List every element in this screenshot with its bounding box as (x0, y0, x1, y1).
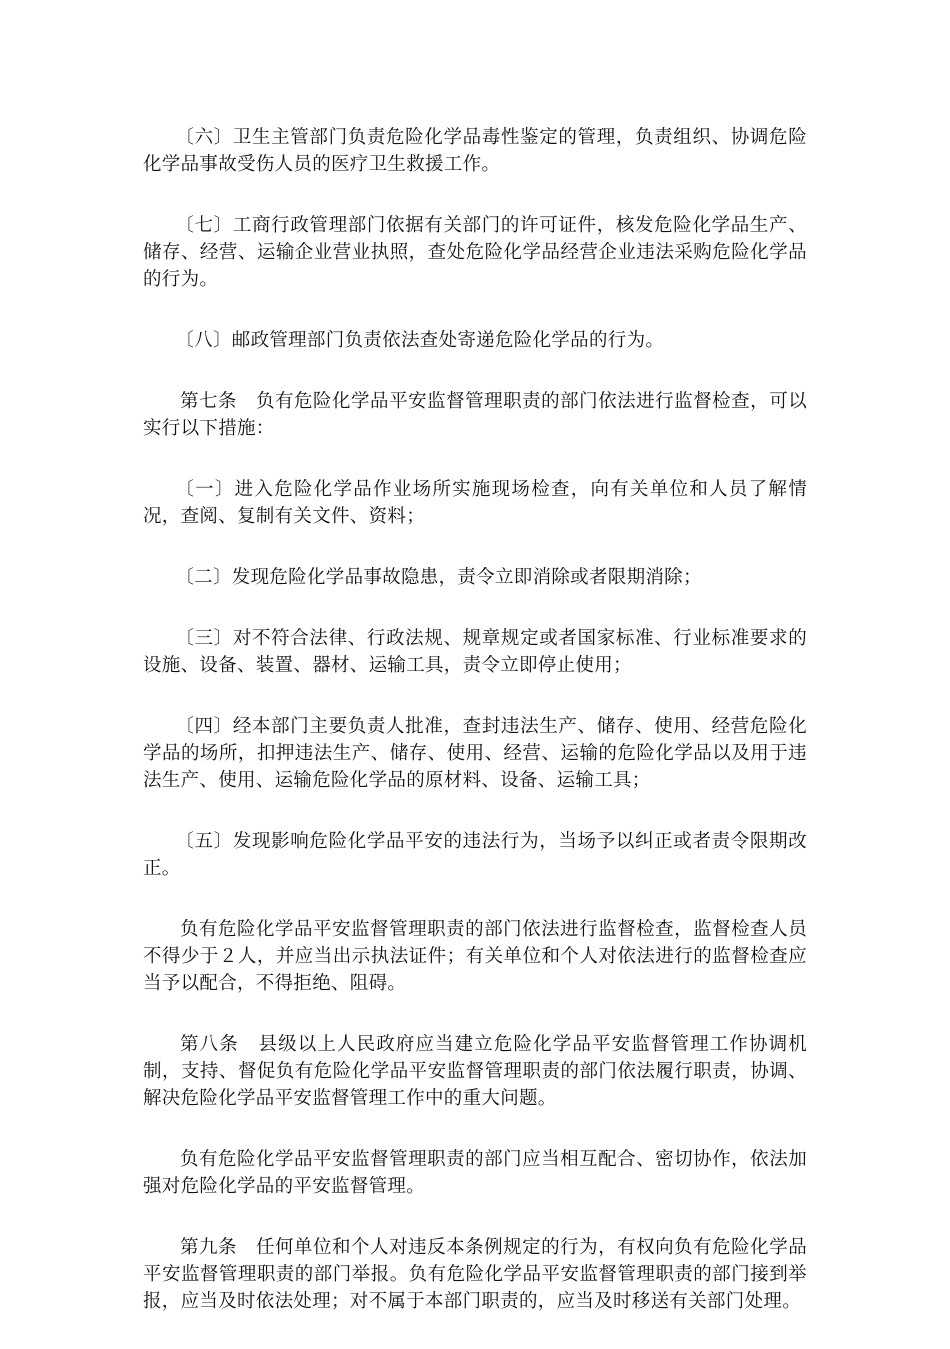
article-7-supplement: 负有危险化学品平安监督管理职责的部门依法进行监督检查，监督检查人员不得少于２人，并应当出示执法证件；有关单位和个人对依法进行的监督检查应当予以配合，不得拒绝、阻碍。 (143, 919, 807, 994)
paragraph-item-8: 〔八〕邮政管理部门负责依法查处寄递危险化学品的行为。 (175, 330, 665, 351)
article-8: 第八条 县级以上人民政府应当建立危险化学品平安监督管理工作协调机制，支持、督促负有危险化学品平安监督管理职责的部门依法履行职责，协调、解决危险化学品平安监督管理工作中的重大问题。 (143, 1034, 807, 1109)
paragraph-item-7: 〔七〕工商行政管理部门依据有关部门的许可证件，核发危险化学品生产、储存、经营、运输企业营业执照，查处危险化学品经营企业违法采购危险化学品的行为。 (143, 215, 807, 290)
article-9: 第九条 任何单位和个人对违反本条例规定的行为，有权向负有危险化学品平安监督管理职责的部门举报。负有危险化学品平安监督管理职责的部门接到举报，应当及时依法处理；对不属于本部门职责的，应当及时移送有关部门处理。 (143, 1237, 807, 1312)
paragraph-item-6: 〔六〕卫生主管部门负责危险化学品毒性鉴定的管理，负责组织、协调危险化学品事故受伤人员的医疗卫生救援工作。 (143, 127, 807, 175)
article-8-supplement: 负有危险化学品平安监督管理职责的部门应当相互配合、密切协作，依法加强对危险化学品的平安监督管理。 (143, 1149, 807, 1197)
paragraph-item-2: 〔二〕发现危险化学品事故隐患，责令立即消除或者限期消除； (175, 567, 702, 588)
article-7: 第七条 负有危险化学品平安监督管理职责的部门依法进行监督检查，可以实行以下措施： (143, 391, 807, 439)
document-body (143, 124, 807, 1349)
paragraph-item-3: 〔三〕对不符合法律、行政法规、规章规定或者国家标准、行业标准要求的设施、设备、装置、器材、运输工具，责令立即停止使用； (143, 628, 807, 676)
paragraph-item-1: 〔一〕进入危险化学品作业场所实施现场检查，向有关单位和人员了解情况，查阅、复制有关文件、资料； (143, 479, 807, 527)
paragraph-item-4: 〔四〕经本部门主要负责人批准，查封违法生产、储存、使用、经营危险化学品的场所，扣押违法生产、储存、使用、经营、运输的危险化学品以及用于违法生产、使用、运输危险化学品的原材料、设备、运输工具； (143, 716, 807, 791)
paragraph-item-5: 〔五〕发现影响危险化学品平安的违法行为，当场予以纠正或者责令限期改正。 (143, 831, 807, 879)
